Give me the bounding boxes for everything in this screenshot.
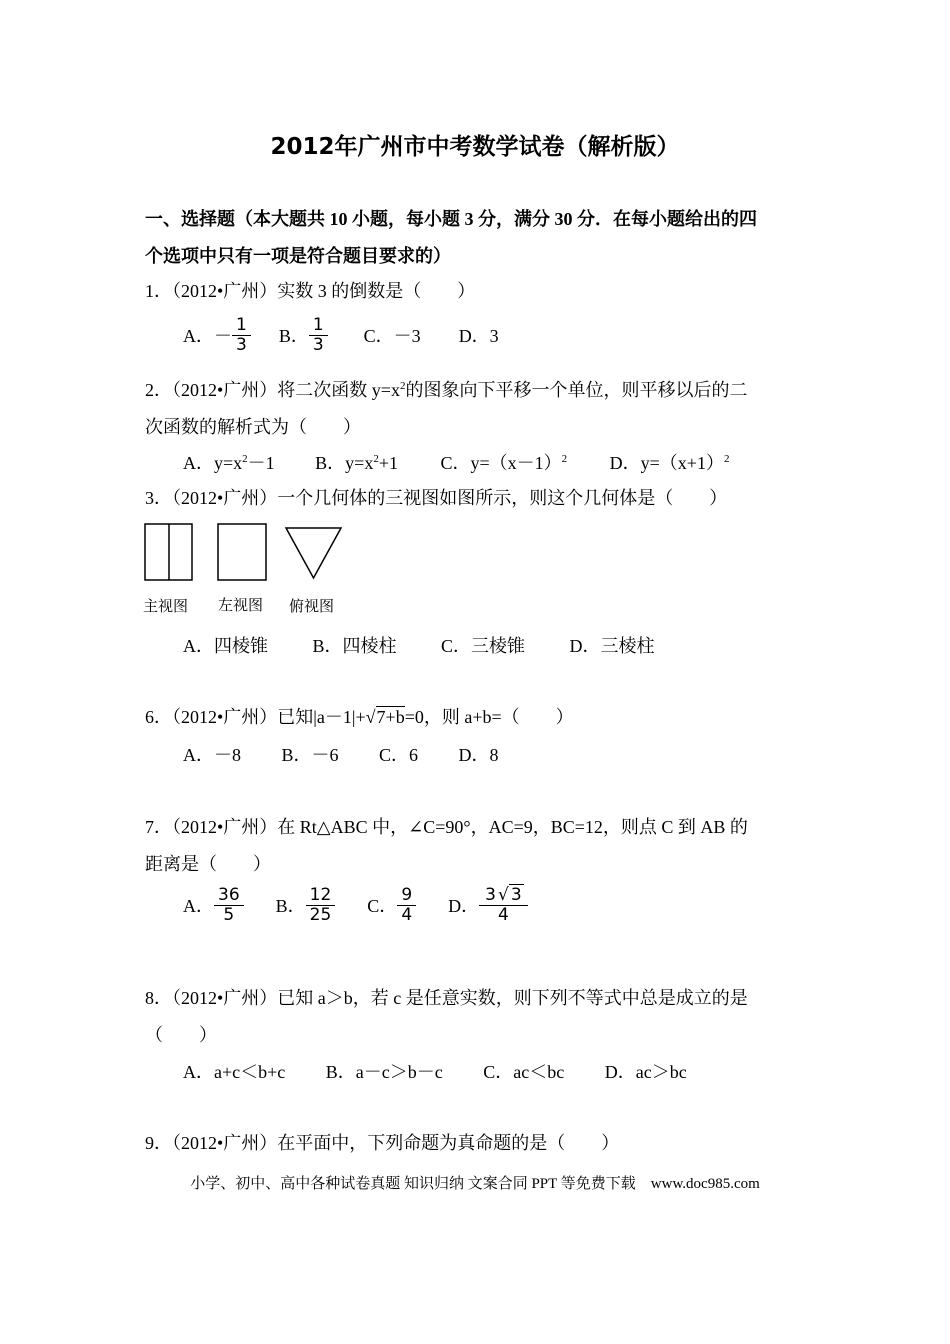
q1-option-a-fraction bbox=[234, 316, 249, 354]
q2-line1-post: 的图象向下平移一个单位，则平移以后的二 bbox=[405, 380, 748, 400]
front-view-shape bbox=[145, 524, 192, 580]
q7-option-b-fraction: $\frac{12}{25}$ bbox=[308, 886, 334, 924]
section-heading-line2: 个选项中只有一项是符合题目要求的） bbox=[145, 246, 451, 266]
q6-option-a: A．－8 bbox=[183, 745, 241, 765]
q1-option-c: C．－3 bbox=[363, 326, 421, 347]
q6-stem-post: =0，则 a+b=（ ） bbox=[404, 707, 574, 727]
q2-option-a: A．$y=x^2-1$ bbox=[183, 453, 275, 473]
q1-option-d: D．3 bbox=[458, 326, 499, 347]
q7-option-b-label: B． bbox=[275, 896, 306, 917]
q2-option-d: D．$y=(x+1)^2$ bbox=[609, 453, 730, 473]
question-7-line1: 7．（2012•广州）在 Rt△ABC 中，∠C=90°，AC=9，BC=12，则点 C 到 AB 的 bbox=[145, 817, 748, 837]
three-view-figure bbox=[140, 520, 355, 590]
section-heading-line1: 一、选择题（本大题共 10 小题，每小题 3 分，满分 30 分．在每小题给出的四 bbox=[145, 209, 757, 229]
q1-a-denominator: 3 bbox=[236, 334, 247, 355]
q6-option-b: B．－6 bbox=[281, 745, 339, 765]
question-7-line2: 距离是（ ） bbox=[145, 854, 271, 874]
question-3-options bbox=[183, 632, 655, 658]
top-view-shape bbox=[286, 528, 341, 578]
question-2-options bbox=[183, 449, 729, 475]
side-view-shape bbox=[218, 524, 266, 580]
q8-option-d: D．ac＞bc bbox=[604, 1062, 687, 1082]
q7-option-a-label: A． bbox=[183, 896, 214, 917]
q2-line1-exponent: 2 bbox=[399, 380, 406, 392]
q7-option-c-label: C． bbox=[367, 896, 398, 917]
question-6-options bbox=[183, 741, 499, 767]
q7-option-a-fraction: $\frac{36}{5}$ bbox=[216, 886, 242, 924]
q2-option-b: B．$y=x^2+1$ bbox=[315, 453, 398, 473]
page-title: 2012年广州市中考数学试卷（解析版） bbox=[270, 134, 680, 160]
q3-option-d: D．三棱柱 bbox=[569, 636, 655, 656]
question-1-stem: 1．（2012•广州）实数 3 的倒数是（ ） bbox=[145, 281, 476, 301]
question-6-stem bbox=[145, 703, 574, 729]
q3-option-c: C．三棱锥 bbox=[441, 636, 526, 656]
q7-option-d-label: D． bbox=[448, 896, 480, 917]
q1-a-numerator: 1 bbox=[236, 315, 247, 335]
q6-option-d: D．8 bbox=[458, 745, 499, 765]
question-8-line2: （ ） bbox=[145, 1025, 217, 1045]
q1-b-numerator: 1 bbox=[312, 315, 324, 335]
q8-option-c: C．ac＜bc bbox=[483, 1062, 565, 1082]
question-7-options bbox=[183, 886, 528, 924]
q6-option-c: C．6 bbox=[379, 745, 419, 765]
q2-line1-pre: 2．（2012•广州）将二次函数 y=x bbox=[145, 380, 400, 400]
q6-sqrt-radicand: 7+b bbox=[376, 707, 405, 727]
front-view-label: 主视图 bbox=[143, 597, 189, 615]
side-view-label: 左视图 bbox=[218, 596, 264, 614]
question-8-line1: 8．（2012•广州）已知 a＞b，若 c 是任意实数，则下列不等式中总是成立的是 bbox=[145, 988, 748, 1008]
question-1-options bbox=[183, 316, 499, 354]
q3-option-b: B．四棱柱 bbox=[312, 636, 397, 656]
top-view-label: 俯视图 bbox=[289, 597, 335, 615]
q3-option-a: A．四棱锥 bbox=[183, 636, 268, 656]
q2-option-c: C．$y=(x-1)^2$ bbox=[440, 453, 568, 473]
question-9-stem: 9．（2012•广州）在平面中，下列命题为真命题的是（ ） bbox=[145, 1133, 620, 1153]
question-3-stem: 3．（2012•广州）一个几何体的三视图如图所示，则这个几何体是（ ） bbox=[145, 488, 728, 508]
question-2-line1 bbox=[145, 376, 747, 402]
q1-option-a-label: A．－ bbox=[183, 326, 232, 347]
q1-option-b-label: B． bbox=[278, 326, 309, 347]
q7-option-c-fraction: $\frac{9}{4}$ bbox=[399, 886, 414, 924]
q8-option-b: B．a－c＞b－c bbox=[325, 1062, 443, 1082]
q1-option-b-fraction bbox=[311, 316, 326, 354]
q8-option-a: A．a+c＜b+c bbox=[183, 1062, 286, 1082]
question-8-options bbox=[183, 1058, 687, 1084]
q6-stem-pre: 6．（2012•广州）已知|a－1|+ bbox=[145, 707, 366, 727]
page-footer: 小学、初中、高中各种试卷真题 知识归纳 文案合同 PPT 等免费下载 www.doc985.com bbox=[190, 1176, 760, 1192]
q1-b-denominator: 3 bbox=[312, 334, 324, 355]
sqrt-sign: √ bbox=[365, 707, 376, 727]
q7-option-d-fraction: $\frac{3 √ 3}{4}$ bbox=[481, 886, 526, 924]
question-2-line2: 次函数的解析式为（ ） bbox=[145, 417, 361, 437]
